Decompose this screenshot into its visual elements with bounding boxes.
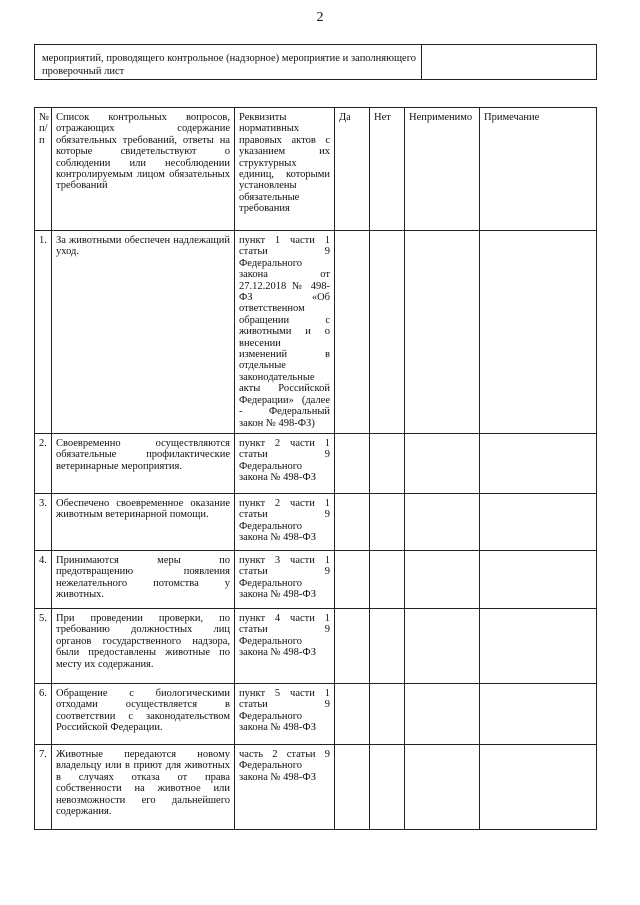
answer-yes-cell[interactable]: [335, 744, 370, 829]
answer-no-cell[interactable]: [370, 433, 405, 493]
note-cell[interactable]: [480, 493, 597, 550]
row-num: 3.: [35, 493, 52, 550]
answer-no-cell[interactable]: [370, 550, 405, 608]
row-requisites: пункт 1 части 1 статьи 9 Федерального закона от 27.12.2018 № 498-ФЗ «Об ответственном обращении с животными и о внесении изменений в отдельные законодательные акты Российской Федерации» (далее - Федеральный закон № 498-ФЗ): [235, 231, 335, 434]
table-header-row: [35, 108, 597, 231]
row-question: Обращение с биологическими отходами осуществляется в соответствии с законодательством Российской Федерации.: [52, 683, 235, 744]
row-question: Своевременно осуществляются обязательные профилактические ветеринарные мероприятия.: [52, 433, 235, 493]
answer-yes-cell[interactable]: [335, 493, 370, 550]
row-num: 2.: [35, 433, 52, 493]
page-number: 2: [316, 10, 324, 25]
header-yes: Да: [335, 108, 370, 231]
answer-na-cell[interactable]: [405, 231, 480, 434]
note-cell[interactable]: [480, 744, 597, 829]
table-row: [35, 493, 597, 550]
answer-na-cell[interactable]: [405, 493, 480, 550]
header-requisites: Реквизиты нормативных правовых актов с указанием их структурных единиц, которыми установлены обязательные требования: [235, 108, 335, 231]
header-num: № п/п: [35, 108, 52, 231]
answer-no-cell[interactable]: [370, 608, 405, 683]
table-row: [35, 231, 597, 434]
header-question: Список контрольных вопросов, отражающих содержание обязательных требований, ответы на которые свидетельствуют о соблюдении или несоблюдении контролируемым лицом обязательных требований: [52, 108, 235, 231]
header-note: Примечание: [480, 108, 597, 231]
row-num: 5.: [35, 608, 52, 683]
table-row: [35, 744, 597, 829]
answer-yes-cell[interactable]: [335, 231, 370, 434]
table-row: [35, 550, 597, 608]
row-question: Обеспечено своевременное оказание животным ветеринарной помощи.: [52, 493, 235, 550]
note-cell[interactable]: [480, 433, 597, 493]
row-requisites: пункт 5 части 1 статьи 9 Федерального закона № 498-ФЗ: [235, 683, 335, 744]
answer-no-cell[interactable]: [370, 231, 405, 434]
row-question: При проведении проверки, по требованию должностных лиц органов государственного надзора, были предоставлены животные по месту их содержания.: [52, 608, 235, 683]
table-row: [35, 433, 597, 493]
table-row: [35, 683, 597, 744]
row-question: Принимаются меры по предотвращению появления нежелательного потомства у животных.: [52, 550, 235, 608]
row-num: 1.: [35, 231, 52, 434]
answer-na-cell[interactable]: [405, 683, 480, 744]
answer-yes-cell[interactable]: [335, 433, 370, 493]
header-box: [34, 44, 597, 80]
answer-no-cell[interactable]: [370, 744, 405, 829]
row-question: Животные передаются новому владельцу или в приют для животных в случаях отказа от права собственности на животное или невозможности его дальнейшего содержания.: [52, 744, 235, 829]
answer-na-cell[interactable]: [405, 550, 480, 608]
table-row: [35, 608, 597, 683]
row-requisites: пункт 4 части 1 статьи 9 Федерального закона № 498-ФЗ: [235, 608, 335, 683]
answer-na-cell[interactable]: [405, 433, 480, 493]
answer-yes-cell[interactable]: [335, 683, 370, 744]
answer-na-cell[interactable]: [405, 744, 480, 829]
row-num: 4.: [35, 550, 52, 608]
answer-no-cell[interactable]: [370, 493, 405, 550]
answer-no-cell[interactable]: [370, 683, 405, 744]
row-requisites: пункт 3 части 1 статьи 9 Федерального закона № 498-ФЗ: [235, 550, 335, 608]
note-cell[interactable]: [480, 683, 597, 744]
row-num: 7.: [35, 744, 52, 829]
note-cell[interactable]: [480, 231, 597, 434]
row-requisites: часть 2 статьи 9 Федерального закона № 498-ФЗ: [235, 744, 335, 829]
note-cell[interactable]: [480, 550, 597, 608]
answer-na-cell[interactable]: [405, 608, 480, 683]
header-box-text: мероприятий, проводящего контрольное (надзорное) мероприятие и заполняющего проверочный лист: [35, 45, 422, 79]
row-requisites: пункт 2 части 1 статьи 9 Федерального закона № 498-ФЗ: [235, 433, 335, 493]
header-no: Нет: [370, 108, 405, 231]
answer-yes-cell[interactable]: [335, 608, 370, 683]
row-question: За животными обеспечен надлежащий уход.: [52, 231, 235, 434]
answer-yes-cell[interactable]: [335, 550, 370, 608]
header-not-applicable: Неприменимо: [405, 108, 480, 231]
checklist-table: [34, 107, 597, 830]
row-num: 6.: [35, 683, 52, 744]
row-requisites: пункт 2 части 1 статьи 9 Федерального закона № 498-ФЗ: [235, 493, 335, 550]
note-cell[interactable]: [480, 608, 597, 683]
